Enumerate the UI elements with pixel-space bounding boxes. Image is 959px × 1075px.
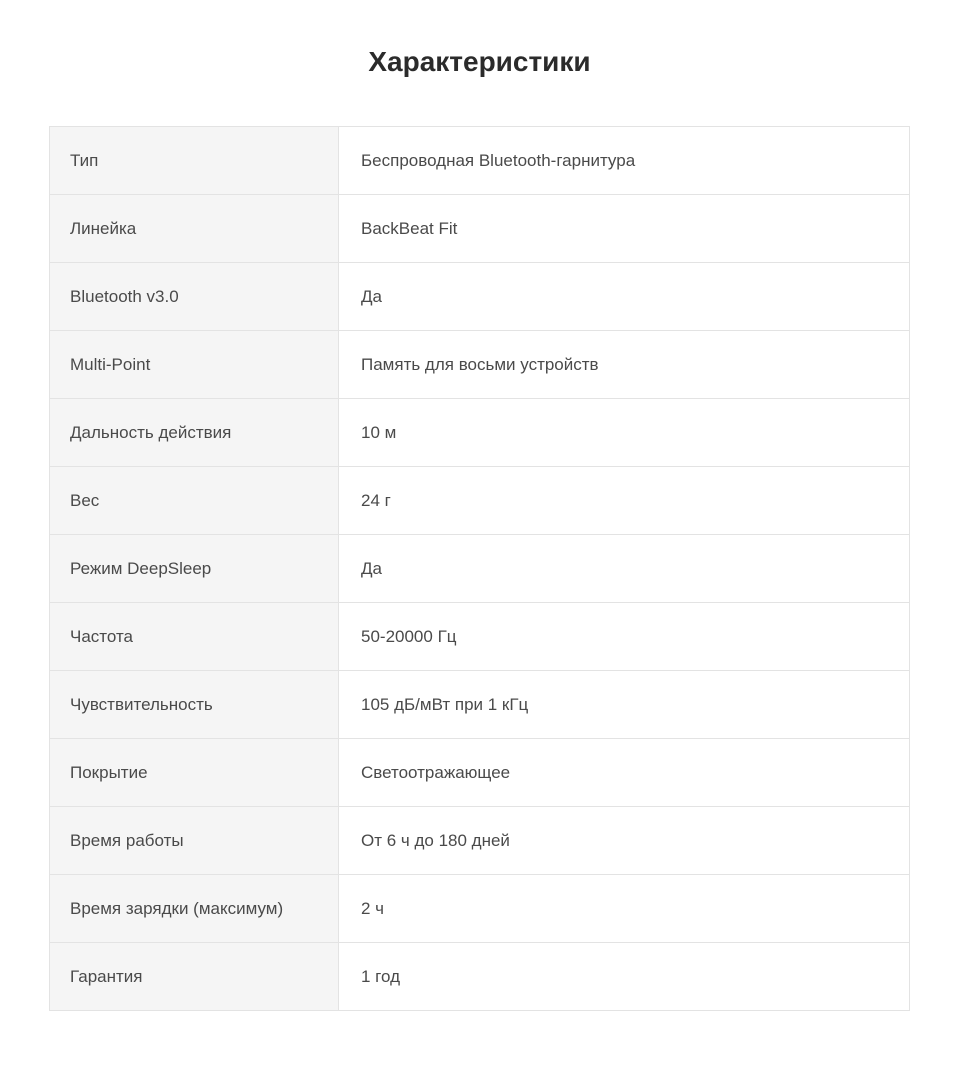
spec-label: Частота xyxy=(50,603,339,671)
table-row xyxy=(50,195,910,263)
spec-label: Линейка xyxy=(50,195,339,263)
table-row xyxy=(50,127,910,195)
table-row xyxy=(50,331,910,399)
table-row xyxy=(50,739,910,807)
spec-value: 50-20000 Гц xyxy=(339,603,910,671)
table-row xyxy=(50,535,910,603)
spec-value: 1 год xyxy=(339,943,910,1011)
spec-value: Светоотражающее xyxy=(339,739,910,807)
spec-label: Покрытие xyxy=(50,739,339,807)
spec-table xyxy=(49,126,910,1011)
spec-value: Да xyxy=(339,535,910,603)
spec-value: 24 г xyxy=(339,467,910,535)
spec-label: Bluetooth v3.0 xyxy=(50,263,339,331)
spec-label: Чувствительность xyxy=(50,671,339,739)
spec-label: Режим DeepSleep xyxy=(50,535,339,603)
spec-value: От 6 ч до 180 дней xyxy=(339,807,910,875)
table-row xyxy=(50,943,910,1011)
spec-label: Время зарядки (максимум) xyxy=(50,875,339,943)
spec-label: Multi-Point xyxy=(50,331,339,399)
spec-label: Вес xyxy=(50,467,339,535)
table-row xyxy=(50,603,910,671)
table-row xyxy=(50,807,910,875)
spec-value: 105 дБ/мВт при 1 кГц xyxy=(339,671,910,739)
table-row xyxy=(50,671,910,739)
spec-label: Гарантия xyxy=(50,943,339,1011)
spec-label: Дальность действия xyxy=(50,399,339,467)
table-row xyxy=(50,399,910,467)
table-row xyxy=(50,263,910,331)
table-row xyxy=(50,467,910,535)
spec-value: BackBeat Fit xyxy=(339,195,910,263)
spec-value: Память для восьми устройств xyxy=(339,331,910,399)
page-title: Характеристики xyxy=(368,46,591,77)
spec-value: Беспроводная Bluetooth-гарнитура xyxy=(339,127,910,195)
spec-value: Да xyxy=(339,263,910,331)
spec-value: 10 м xyxy=(339,399,910,467)
table-row xyxy=(50,875,910,943)
spec-value: 2 ч xyxy=(339,875,910,943)
spec-table-body xyxy=(50,127,910,1011)
spec-label: Тип xyxy=(50,127,339,195)
spec-label: Время работы xyxy=(50,807,339,875)
